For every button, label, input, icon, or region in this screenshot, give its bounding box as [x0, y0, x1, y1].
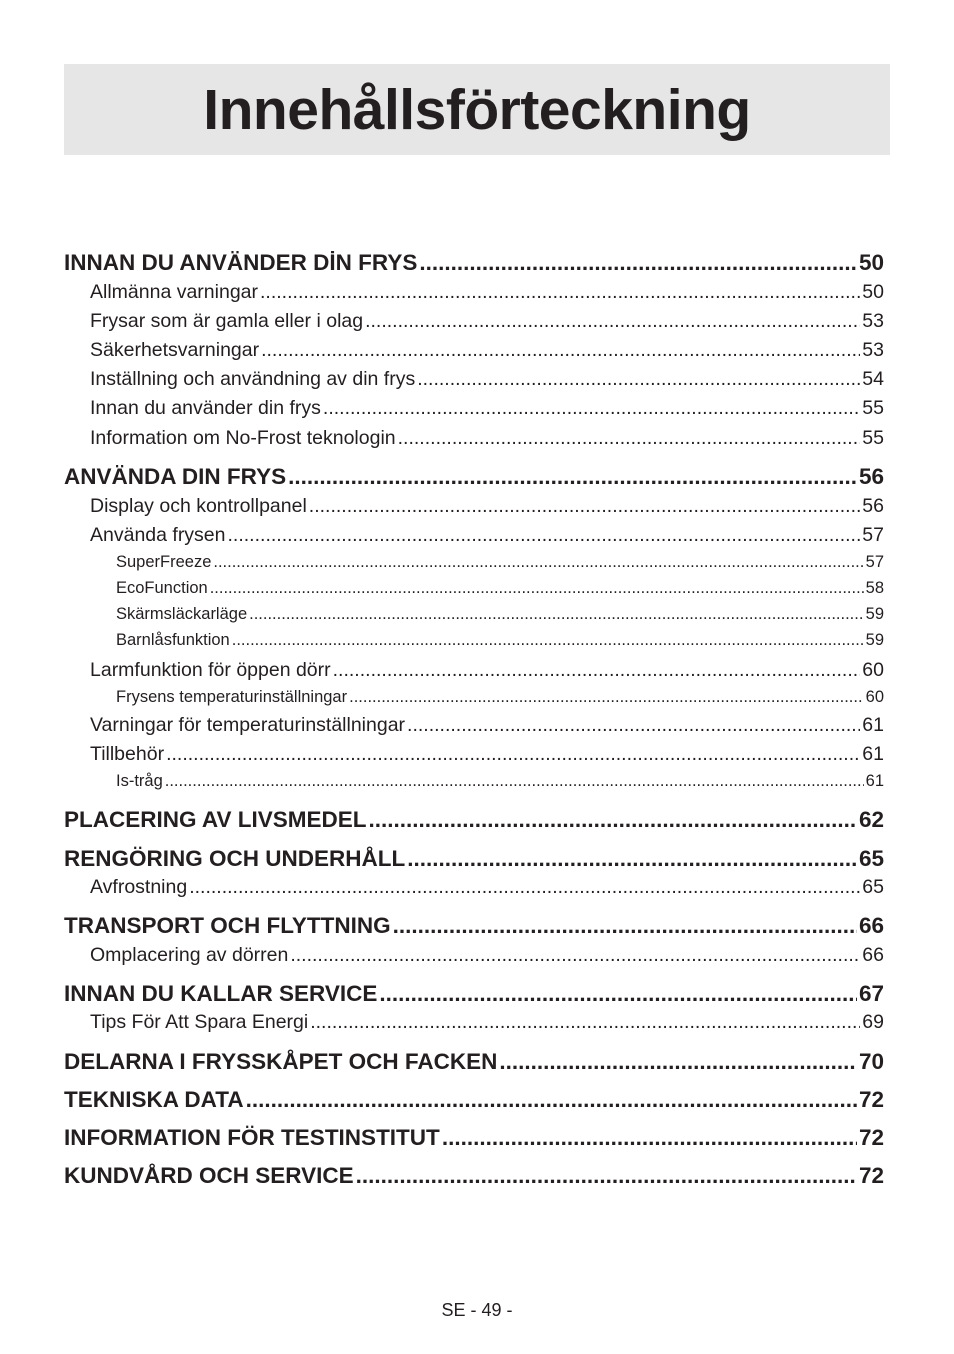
toc-entry-page: 72 [858, 1163, 884, 1188]
dot-leader [246, 1087, 857, 1113]
toc-entry[interactable] [64, 846, 884, 872]
toc-entry-page: 58 [865, 579, 884, 597]
page-title: Innehållsförteckning [203, 77, 751, 142]
toc-entry[interactable] [64, 553, 884, 572]
toc-entry[interactable] [64, 772, 884, 791]
toc-entry-page: 65 [862, 876, 884, 898]
dot-leader [249, 605, 864, 624]
toc-entry[interactable] [64, 1163, 884, 1189]
toc-entry-page: 53 [862, 310, 884, 332]
dot-leader [379, 981, 857, 1007]
toc-entry-page: 65 [858, 846, 884, 871]
toc-entry-label: Inställning och användning av din frys [90, 368, 416, 390]
toc-entry[interactable] [64, 807, 884, 833]
dot-leader [369, 807, 857, 833]
dot-leader [189, 876, 860, 899]
toc-entry-page: 56 [862, 495, 884, 517]
toc-entry-page: 59 [865, 631, 884, 649]
dot-leader [419, 250, 857, 276]
toc-entry-label: Innan du använder din frys [90, 397, 321, 419]
dot-leader [166, 743, 860, 766]
toc-entry-page: 56 [858, 464, 884, 489]
toc-entry-page: 60 [862, 659, 884, 681]
dot-leader [393, 913, 857, 939]
dot-leader [356, 1163, 857, 1189]
toc-entry-page: 50 [858, 250, 884, 275]
toc-entry-page: 70 [858, 1049, 884, 1074]
toc-entry-label: Display och kontrollpanel [90, 495, 307, 517]
dot-leader [165, 772, 864, 791]
toc-entry-label: Is-tråg [116, 772, 163, 790]
dot-leader [499, 1049, 857, 1075]
toc-entry[interactable] [64, 981, 884, 1007]
toc-entry-label: INNAN DU KALLAR SERVICE [64, 981, 378, 1006]
toc-entry-page: 67 [858, 981, 884, 1006]
toc-entry-page: 55 [862, 427, 884, 449]
toc-entry-page: 57 [862, 524, 884, 546]
toc-entry[interactable] [64, 659, 884, 682]
toc-entry[interactable] [64, 579, 884, 598]
toc-entry-page: 61 [862, 743, 884, 765]
toc-entry-label: Säkerhetsvarningar [90, 339, 260, 361]
toc-entry[interactable] [64, 281, 884, 304]
dot-leader [398, 427, 861, 450]
toc-entry[interactable] [64, 743, 884, 766]
dot-leader [210, 579, 864, 598]
toc-entry-page: 54 [862, 368, 884, 390]
toc-entry[interactable] [64, 1087, 884, 1113]
toc-entry-page: 61 [862, 714, 884, 736]
toc-entry-label: TEKNISKA DATA [64, 1087, 244, 1112]
toc-entry-page: 55 [862, 397, 884, 419]
dot-leader [323, 397, 860, 420]
toc-entry-label: RENGÖRING OCH UNDERHÅLL [64, 846, 406, 871]
toc-entry[interactable] [64, 495, 884, 518]
toc-entry-label: INFORMATION FÖR TESTINSTITUT [64, 1125, 440, 1150]
toc-entry-page: 57 [865, 553, 884, 571]
toc-entry-label: Tillbehör [90, 743, 165, 765]
toc-entry-page: 69 [862, 1011, 884, 1033]
toc-entry[interactable] [64, 250, 884, 276]
toc-entry-label: Omplacering av dörren [90, 944, 289, 966]
toc-entry-page: 62 [858, 807, 884, 832]
toc-entry-page: 59 [865, 605, 884, 623]
toc-entry[interactable] [64, 688, 884, 707]
dot-leader [417, 368, 860, 391]
toc-entry-label: Frysens temperaturinställningar [116, 688, 348, 706]
toc-entry-page: 66 [862, 944, 884, 966]
toc-entry-label: Använda frysen [90, 524, 226, 546]
dot-leader [290, 944, 860, 967]
dot-leader [407, 846, 857, 872]
toc-entry[interactable] [64, 310, 884, 333]
toc-entry-page: 50 [862, 281, 884, 303]
toc-entry-label: Larmfunktion för öppen dörr [90, 659, 331, 681]
toc-entry[interactable] [64, 631, 884, 650]
toc-entry-label: Varningar för temperaturinställningar [90, 714, 406, 736]
toc-entry[interactable] [64, 427, 884, 450]
toc-entry[interactable] [64, 913, 884, 939]
dot-leader [349, 688, 864, 707]
dot-leader [288, 464, 857, 490]
toc-entry-page: 72 [858, 1087, 884, 1112]
toc-entry-label: ANVÄNDA DIN FRYS [64, 464, 287, 489]
toc-entry-label: Barnlåsfunktion [116, 631, 230, 649]
dot-leader [232, 631, 864, 650]
toc-entry[interactable] [64, 397, 884, 420]
dot-leader [407, 714, 860, 737]
toc-entry-page: 53 [862, 339, 884, 361]
toc-entry-label: Skärmsläckarläge [116, 605, 248, 623]
toc-entry-label: DELARNA I FRYSSKÅPET OCH FACKEN [64, 1049, 498, 1074]
toc-entry[interactable] [64, 605, 884, 624]
toc-entry-label: EcoFunction [116, 579, 208, 597]
dot-leader [228, 524, 861, 547]
title-banner [64, 64, 890, 155]
dot-leader [260, 281, 860, 304]
dot-leader [310, 1011, 860, 1034]
dot-leader [365, 310, 860, 333]
toc-entry-label: KUNDVÅRD OCH SERVICE [64, 1163, 354, 1188]
dot-leader [213, 553, 863, 572]
toc-entry[interactable] [64, 339, 884, 362]
toc-entry-page: 72 [858, 1125, 884, 1150]
toc-entry[interactable] [64, 944, 884, 967]
toc-entry-label: TRANSPORT OCH FLYTTNING [64, 913, 391, 938]
toc-entry-label: Allmänna varningar [90, 281, 259, 303]
toc-entry[interactable] [64, 1011, 884, 1034]
toc-entry[interactable] [64, 464, 884, 490]
toc-entry-label: Information om No-Frost teknologin [90, 427, 396, 449]
toc-entry[interactable] [64, 368, 884, 391]
toc-entry[interactable] [64, 714, 884, 737]
toc-entry-page: 61 [865, 772, 884, 790]
toc-entry[interactable] [64, 1125, 884, 1151]
toc-entry-label: Tips För Att Spara Energi [90, 1011, 309, 1033]
toc-entry-label: Frysar som är gamla eller i olag [90, 310, 364, 332]
dot-leader [333, 659, 861, 682]
toc-entry-page: 60 [865, 688, 884, 706]
toc-entry-page: 66 [858, 913, 884, 938]
toc-entry-label: SuperFreeze [116, 553, 212, 571]
toc-entry-label: INNAN DU ANVÄNDER DİN FRYS [64, 250, 418, 275]
dot-leader [309, 495, 861, 518]
toc-entry[interactable] [64, 524, 884, 547]
toc-entry[interactable] [64, 876, 884, 899]
toc-entry-label: PLACERING AV LIVSMEDEL [64, 807, 367, 832]
page-number: SE - 49 - [441, 1300, 513, 1320]
dot-leader [261, 339, 860, 362]
toc-entry[interactable] [64, 1049, 884, 1075]
toc-entry-label: Avfrostning [90, 876, 188, 898]
dot-leader [442, 1125, 857, 1151]
